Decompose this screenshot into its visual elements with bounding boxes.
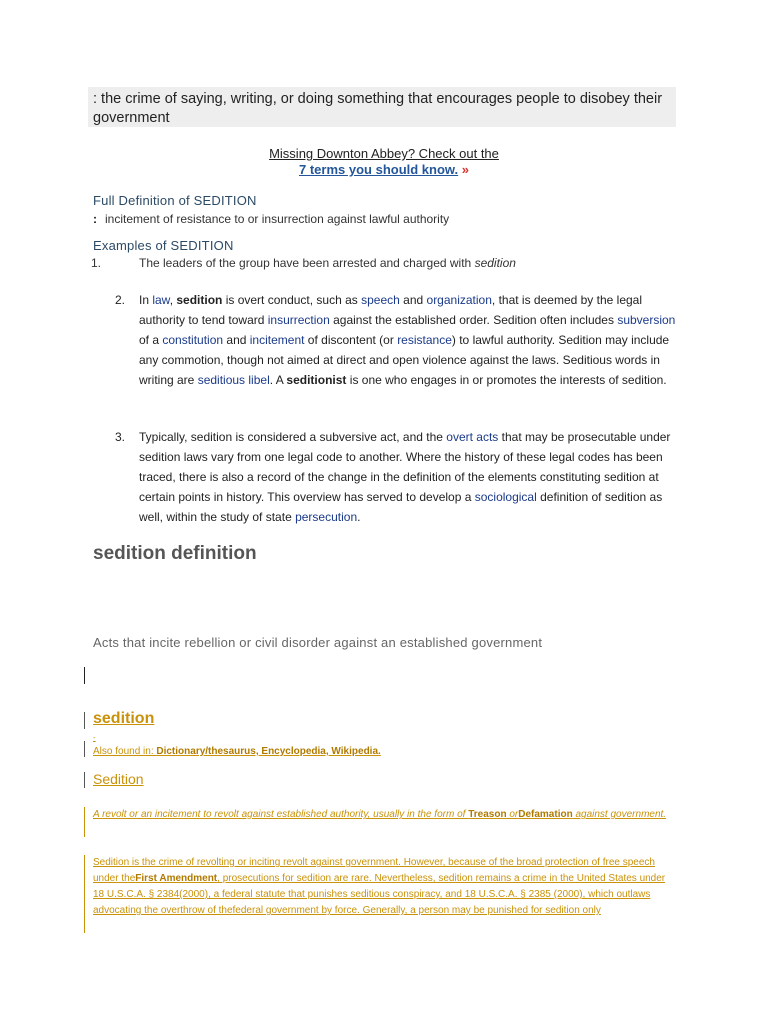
link-constitution[interactable]: constitution: [162, 333, 224, 347]
also-found-in: Also found in: Dictionary/thesaurus, Encyclopedia, Wikipedia.: [93, 746, 381, 757]
link-first-amendment[interactable]: First Amendment: [135, 873, 218, 884]
full-definition-text: incitement of resistance to or insurrection against lawful authority: [105, 212, 450, 226]
link-sociological[interactable]: sociological: [474, 490, 537, 504]
promo-arrow: »: [458, 162, 469, 177]
link-law[interactable]: law: [152, 293, 170, 307]
full-definition: [93, 212, 449, 226]
sedition-heading-link[interactable]: Sedition: [93, 771, 144, 787]
list-number: 3.: [115, 430, 126, 444]
text-cursor: [84, 772, 85, 788]
link-overt-acts[interactable]: overt acts: [446, 430, 499, 444]
sedition-paragraph: Sedition is the crime of revolting or inciting revolt against government. However, because of the broad protection of free speech under theFirst Amendment, prosecutions for sedition are rare. Nevertheless, sedition remains a crime in the United States under 18 U.S.C.A. § 2384(2000), a federal statute that punishes seditious conspiracy, and 18 U.S.C.A. § 2385 (2000), which outlaws advocating the overthrow of thefederal government by force. Generally, a person may be punished for sedition only: [93, 857, 666, 916]
sedition-definition-heading: sedition definition: [93, 543, 257, 564]
example-item-1: [91, 256, 516, 270]
link-persecution[interactable]: persecution: [295, 510, 358, 524]
full-definition-heading: Full Definition of SEDITION: [93, 193, 257, 208]
link-insurrection[interactable]: insurrection: [267, 313, 330, 327]
revolt-definition: A revolt or an incitement to revolt against established authority, usually in the form of Treason orDefamation against government.: [93, 809, 667, 820]
link-resistance[interactable]: resistance: [397, 333, 452, 347]
sedition-title-link[interactable]: sedition: [93, 710, 155, 727]
link-subversion[interactable]: subversion: [617, 313, 676, 327]
example-emphasis: sedition: [474, 256, 516, 270]
link-defamation[interactable]: Defamation: [518, 809, 573, 820]
link-speech[interactable]: speech: [361, 293, 400, 307]
link-organization[interactable]: organization: [426, 293, 492, 307]
definition-marker: :: [93, 212, 97, 226]
list-number: 1.: [91, 256, 102, 270]
text-cursor: [84, 667, 85, 684]
examples-heading: Examples of SEDITION: [93, 238, 234, 253]
promo-link-line: [0, 162, 768, 177]
short-definition: : the crime of saying, writing, or doing something that encourages people to disobey their government: [93, 91, 663, 126]
list-number: 2.: [115, 293, 126, 307]
promo-line: Missing Downton Abbey? Check out the: [269, 146, 499, 161]
link-seditious-libel[interactable]: seditious libel: [197, 373, 270, 387]
term-sedition: sedition: [176, 293, 223, 307]
link-treason[interactable]: Treason: [468, 809, 507, 820]
link-incitement[interactable]: incitement: [249, 333, 305, 347]
quote-bar: [84, 807, 85, 837]
also-found-links[interactable]: Dictionary/thesaurus, Encyclopedia, Wikipedia.: [156, 746, 381, 757]
example-text: The leaders of the group have been arrested and charged with: [139, 256, 475, 270]
text-cursor: [84, 741, 85, 757]
promo-link[interactable]: 7 terms you should know.: [299, 162, 459, 177]
acts-definition: Acts that incite rebellion or civil disorder against an established government: [93, 635, 543, 650]
list-item-2: 2. In law, sedition is overt conduct, such as speech and organization, that is deemed by the legal authority to tend toward insurrection against the established order. Sedition often includes subversion of a constitution and incitement of discontent (or resistance) to lawful authority. Sedition may include any commotion, though not aimed at direct and open violence against the laws. Seditious words in writing are seditious libel. A seditionist is one who engages in or promotes the interests of sedition.: [115, 290, 680, 390]
text-cursor: [84, 712, 85, 729]
dash-link[interactable]: -: [93, 733, 96, 742]
list-item-3: 3. Typically, sedition is considered a subversive act, and the overt acts that may be prosecutable under sedition laws vary from one legal code to another. Where the history of these legal codes has been traced, there is also a record of the change in the definition of the elements constituting sedition at certain points in history. This overview has served to develop a sociological definition of sedition as well, within the study of state persecution.: [115, 427, 680, 527]
term-seditionist: seditionist: [286, 373, 347, 387]
quote-bar: [84, 855, 85, 933]
